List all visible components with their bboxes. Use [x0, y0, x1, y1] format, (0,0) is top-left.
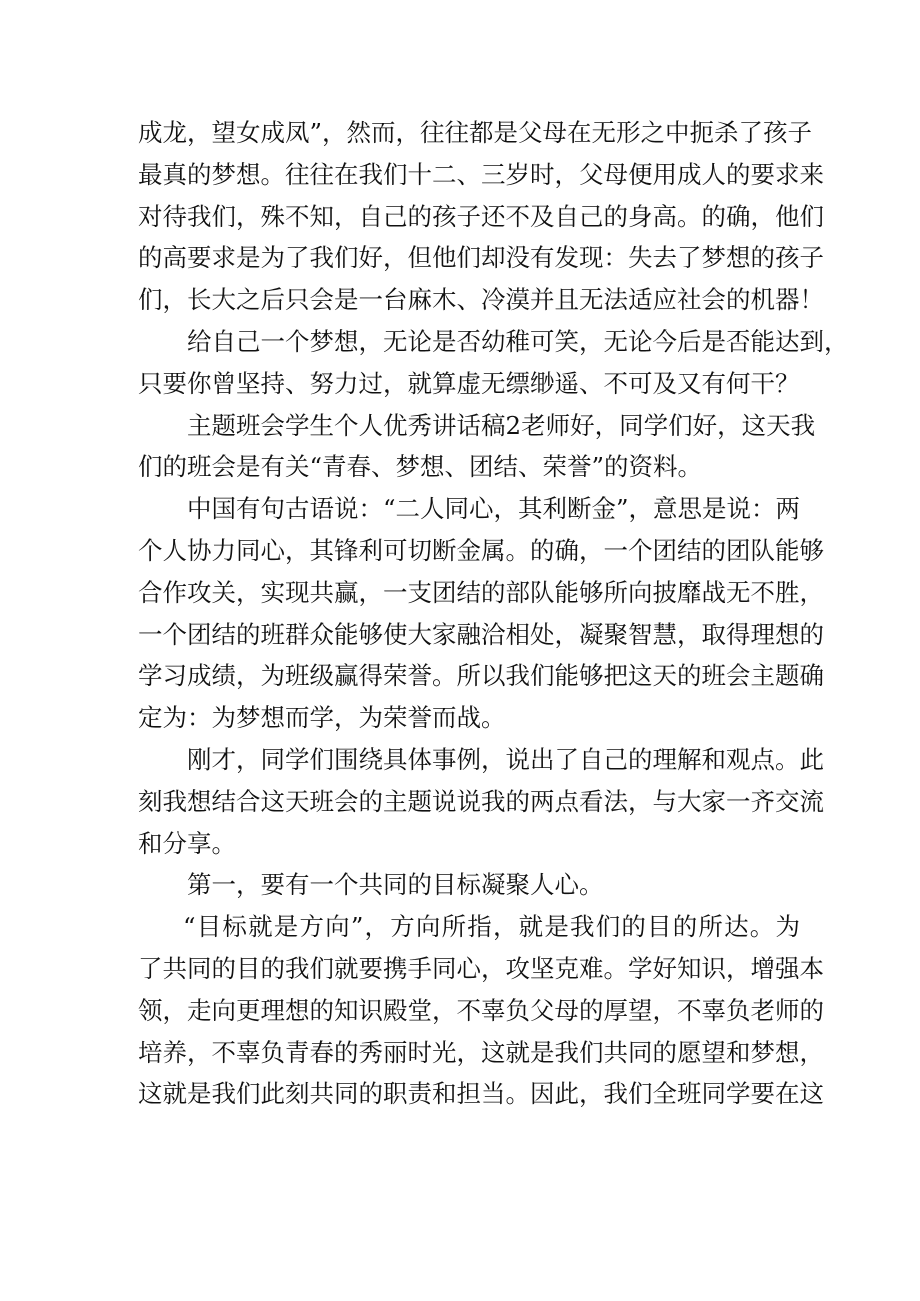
paragraph-first-line: “目标就是方向”，方向所指，就是我们的目的所达。为: [183, 912, 800, 942]
text-line: 最真的梦想。往往在我们十二、三岁时，父母便用成人的要求来: [138, 159, 824, 189]
text-line: 的高要求是为了我们好，但他们却没有发现：失去了梦想的孩子: [138, 243, 824, 273]
paragraph-first-line: 刚才，同学们围绕具体事例，说出了自己的理解和观点。此: [187, 744, 824, 774]
text-line: 一个团结的班群众能够使大家融洽相处，凝聚智慧，取得理想的: [138, 619, 824, 649]
text-line: 和分享。: [138, 828, 236, 858]
text-line: 定为：为梦想而学，为荣誉而战。: [138, 703, 506, 733]
text-line: 培养，不辜负青春的秀丽时光，这就是我们共同的愿望和梦想，: [138, 1037, 824, 1067]
text-line: 合作攻关，实现共赢，一支团结的部队能够所向披靡战无不胜，: [138, 577, 824, 607]
body-text: [138, 112, 849, 1115]
paragraph-first-line: 主题班会学生个人优秀讲话稿2老师好，同学们好，这天我: [187, 410, 816, 440]
text-line: 们的班会是有关“青春、梦想、团结、荣誉”的资料。: [138, 452, 703, 482]
text-line: 刻我想结合这天班会的主题说说我的两点看法，与大家一齐交流: [138, 786, 824, 816]
text-line: 成龙，望女成凤”，然而，往往都是父母在无形之中扼杀了孩子: [138, 118, 813, 147]
text-line: 们，长大之后只会是一台麻木、冷漠并且无法适应社会的机器！: [138, 285, 824, 315]
text-line: 只要你曾坚持、努力过，就算虚无缥缈遥、不可及又有何干？: [138, 368, 800, 398]
text-line: 了共同的目的我们就要携手同心，攻坚克难。学好知识，增强本: [138, 953, 824, 983]
text-line: 个人协力同心，其锋利可切断金属。的确，一个团结的团队能够: [138, 535, 824, 565]
text-line: 对待我们，殊不知，自己的孩子还不及自己的身高。的确，他们: [138, 201, 824, 231]
paragraph-first-line: 中国有句古语说：“二人同心，其利断金”，意思是说：两: [187, 494, 801, 524]
text-line: 领，走向更理想的知识殿堂，不辜负父母的厚望，不辜负老师的: [138, 995, 824, 1025]
text-line: 这就是我们此刻共同的职责和担当。因此，我们全班同学要在这: [138, 1079, 824, 1109]
paragraph-first-line: 给自己一个梦想，无论是否幼稚可笑，无论今后是否能达到，: [187, 326, 849, 356]
text-line: 学习成绩，为班级赢得荣誉。所以我们能够把这天的班会主题确: [138, 661, 824, 691]
paragraph-first-line: 第一，要有一个共同的目标凝聚人心。: [187, 870, 604, 900]
